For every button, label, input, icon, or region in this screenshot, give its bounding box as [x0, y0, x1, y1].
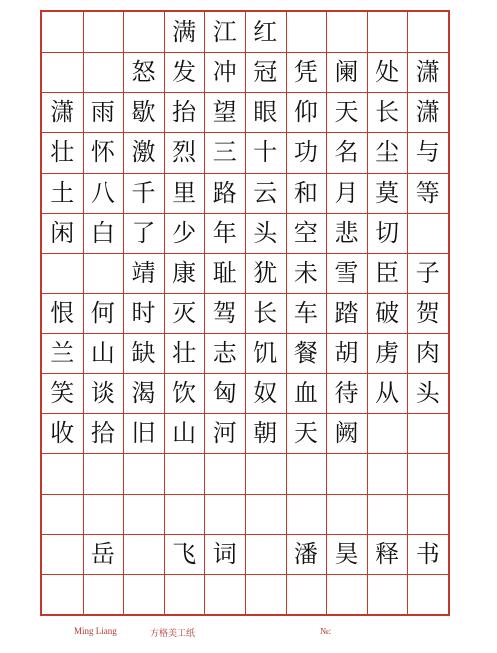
- character-cell: 八: [90, 178, 115, 207]
- character-cell: 发: [172, 58, 197, 87]
- character-cell: 凭: [293, 58, 318, 87]
- character-cell: 朝: [253, 419, 278, 448]
- character-cell: 莫: [375, 178, 400, 207]
- character-cell: 兰: [50, 339, 75, 368]
- character-cell: 抬: [172, 98, 197, 127]
- character-cell: 尘: [375, 138, 400, 167]
- character-cell: 释: [375, 539, 400, 568]
- character-cell: 书: [415, 539, 440, 568]
- grid-paper: [40, 10, 450, 616]
- character-cell: 与: [415, 138, 440, 167]
- character-cell: 昊: [334, 539, 359, 568]
- character-cell: 和: [293, 178, 318, 207]
- character-cell: 康: [172, 258, 197, 287]
- character-cell: 饥: [253, 339, 278, 368]
- brand-name: Ming Liang: [74, 626, 117, 636]
- character-cell: 餐: [293, 339, 318, 368]
- character-cell: 头: [253, 218, 278, 247]
- character-cell: 悲: [334, 218, 359, 247]
- character-cell: 江: [212, 18, 237, 47]
- character-cell: 潘: [293, 539, 318, 568]
- character-cell: 缺: [131, 339, 156, 368]
- character-cell: 雪: [334, 258, 359, 287]
- character-cell: 土: [50, 178, 75, 207]
- character-cell: 长: [375, 98, 400, 127]
- character-cell: 飞: [172, 539, 197, 568]
- character-cell: 渴: [131, 379, 156, 408]
- character-cell: 天: [293, 419, 318, 448]
- character-cell: 山: [172, 419, 197, 448]
- character-cell: 破: [375, 298, 400, 327]
- character-cell: 眼: [253, 98, 278, 127]
- grid-row-line: [42, 494, 448, 495]
- character-cell: 肉: [415, 339, 440, 368]
- character-cell: 虏: [375, 339, 400, 368]
- number-label: №:: [320, 626, 332, 636]
- character-cell: 切: [375, 218, 400, 247]
- character-cell: 千: [131, 178, 156, 207]
- character-cell: 臣: [375, 258, 400, 287]
- character-cell: 踏: [334, 298, 359, 327]
- paper-footer: [40, 624, 450, 644]
- character-cell: 怀: [90, 138, 115, 167]
- character-cell: 驾: [212, 298, 237, 327]
- character-cell: 奴: [253, 379, 278, 408]
- character-cell: 功: [293, 138, 318, 167]
- character-cell: 匈: [212, 379, 237, 408]
- character-cell: 待: [334, 379, 359, 408]
- character-cell: 路: [212, 178, 237, 207]
- character-cell: 烈: [172, 138, 197, 167]
- character-cell: 子: [415, 258, 440, 287]
- character-cell: 十: [253, 138, 278, 167]
- character-cell: 河: [212, 419, 237, 448]
- character-cell: 冠: [253, 58, 278, 87]
- character-cell: 歇: [131, 98, 156, 127]
- character-cell: 满: [172, 18, 197, 47]
- character-cell: 何: [90, 298, 115, 327]
- character-cell: 笑: [50, 379, 75, 408]
- character-cell: 里: [172, 178, 197, 207]
- character-cell: 月: [334, 178, 359, 207]
- character-cell: 词: [212, 539, 237, 568]
- character-cell: 等: [415, 178, 440, 207]
- character-cell: 恨: [50, 298, 75, 327]
- character-cell: 头: [415, 379, 440, 408]
- character-cell: 阙: [334, 419, 359, 448]
- character-cell: 仰: [293, 98, 318, 127]
- character-cell: 怒: [131, 58, 156, 87]
- character-cell: 车: [293, 298, 318, 327]
- character-cell: 靖: [131, 258, 156, 287]
- character-cell: 红: [253, 18, 278, 47]
- character-cell: 长: [253, 298, 278, 327]
- character-cell: 年: [212, 218, 237, 247]
- character-cell: 胡: [334, 339, 359, 368]
- character-cell: 激: [131, 138, 156, 167]
- character-cell: 闲: [50, 218, 75, 247]
- character-cell: 谈: [90, 379, 115, 408]
- character-cell: 时: [131, 298, 156, 327]
- character-cell: 岳: [90, 539, 115, 568]
- character-cell: 犹: [253, 258, 278, 287]
- grid-row-line: [42, 453, 448, 454]
- character-cell: 处: [375, 58, 400, 87]
- character-cell: 白: [90, 218, 115, 247]
- character-cell: 少: [172, 218, 197, 247]
- paper-type-label: 方格美工纸: [150, 628, 196, 638]
- character-cell: 冲: [212, 58, 237, 87]
- character-cell: 志: [212, 339, 237, 368]
- character-cell: 阑: [334, 58, 359, 87]
- character-cell: 血: [293, 379, 318, 408]
- character-cell: 收: [50, 419, 75, 448]
- character-cell: 天: [334, 98, 359, 127]
- character-cell: 名: [334, 138, 359, 167]
- character-cell: 潇: [415, 98, 440, 127]
- character-cell: 耻: [212, 258, 237, 287]
- character-cell: 望: [212, 98, 237, 127]
- character-cell: 从: [375, 379, 400, 408]
- character-cell: 潇: [415, 58, 440, 87]
- character-cell: 云: [253, 178, 278, 207]
- character-cell: 灭: [172, 298, 197, 327]
- character-cell: 雨: [90, 98, 115, 127]
- character-cell: 未: [293, 258, 318, 287]
- character-cell: 饮: [172, 379, 197, 408]
- character-cell: 壮: [172, 339, 197, 368]
- character-cell: 了: [131, 218, 156, 247]
- character-cell: 山: [90, 339, 115, 368]
- character-cell: 空: [293, 218, 318, 247]
- character-cell: 旧: [131, 419, 156, 448]
- character-cell: 潇: [50, 98, 75, 127]
- character-cell: 贺: [415, 298, 440, 327]
- character-cell: 三: [212, 138, 237, 167]
- grid-row-line: [42, 574, 448, 575]
- character-cell: 壮: [50, 138, 75, 167]
- character-cell: 拾: [90, 419, 115, 448]
